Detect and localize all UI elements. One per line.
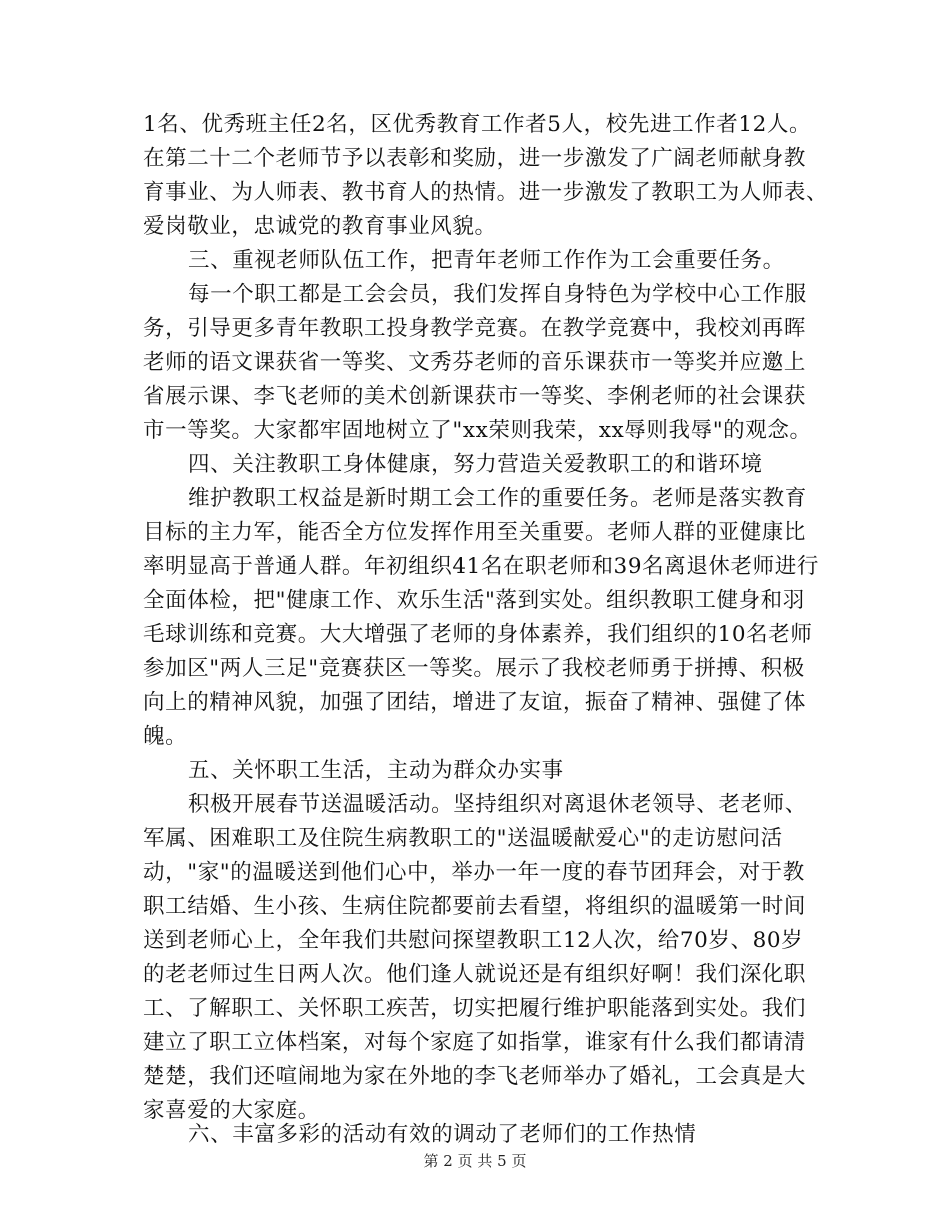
paragraph-first-line: 维护教职工权益是新时期工会工作的重要任务。老师是落实教育 [188, 486, 807, 511]
body-text-line: 务，引导更多青年教职工投身教学竞赛。在教学竞赛中，我校刘再晖 [143, 316, 807, 341]
section-heading: 六、丰富多彩的活动有效的调动了老师们的工作热情 [188, 1122, 697, 1147]
body-text-line: 动，"家"的温暖送到他们心中，举办一年一度的春节团拜会，对于教 [143, 860, 805, 885]
section-heading: 四、关注教职工身体健康，努力营造关爱教职工的和谐环境 [188, 452, 763, 477]
body-text-line: 在第二十二个老师节予以表彰和奖励，进一步激发了广阔老师献身教 [143, 146, 807, 171]
body-text-line: 目标的主力军，能否全方位发挥作用至关重要。老师人群的亚健康比 [143, 520, 807, 545]
body-text-line: 军属、困难职工及住院生病教职工的"送温暖献爱心"的走访慰问活 [143, 826, 783, 851]
body-text-line: 参加区"两人三足"竞赛获区一等奖。展示了我校老师勇于拼搏、积极 [143, 656, 805, 681]
body-text-line: 向上的精神风貌，加强了团结，增进了友谊，振奋了精神、强健了体 [143, 690, 807, 715]
body-text-line: 1名、优秀班主任2名，区优秀教育工作者5人，校先进工作者12人。 [143, 112, 812, 137]
body-text-line: 建立了职工立体档案，对每个家庭了如指掌，谁家有什么我们都请清 [143, 1030, 807, 1055]
body-text-line: 送到老师心上，全年我们共慰问探望教职工12人次，给70岁、80岁 [143, 928, 804, 953]
body-text-line: 省展示课、李飞老师的美术创新课获市一等奖、李俐老师的社会课获 [143, 384, 807, 409]
page-number-footer: 第 2 页 共 5 页 [423, 1152, 527, 1170]
section-heading: 五、关怀职工生活，主动为群众办实事 [188, 758, 564, 783]
body-text-line: 魄。 [143, 724, 188, 749]
paragraph-first-line: 积极开展春节送温暖活动。坚持组织对离退休老领导、老老师、 [188, 792, 807, 817]
body-text-line: 全面体检，把"健康工作、欢乐生活"落到实处。组织教职工健身和羽 [143, 588, 805, 613]
body-text-line: 爱岗敬业，忠诚党的教育事业风貌。 [143, 214, 497, 239]
body-text-line: 毛球训练和竞赛。大大增强了老师的身体素养，我们组织的10名老师 [143, 622, 813, 647]
body-text-line: 市一等奖。大家都牢固地树立了"xx荣则我荣，xx辱则我辱"的观念。 [143, 418, 812, 443]
body-text-line: 率明显高于普通人群。年初组织41名在职老师和39名离退休老师进行 [143, 554, 819, 579]
body-text-line: 的老老师过生日两人次。他们逢人就说还是有组织好啊！我们深化职 [143, 962, 807, 987]
body-text-line: 楚楚，我们还喧闹地为家在外地的李飞老师举办了婚礼，工会真是大 [143, 1064, 807, 1089]
body-text-line: 家喜爱的大家庭。 [143, 1098, 320, 1123]
body-text-line: 育事业、为人师表、教书育人的热情。进一步激发了教职工为人师表、 [143, 180, 829, 205]
body-text-line: 老师的语文课获省一等奖、文秀芬老师的音乐课获市一等奖并应邀上 [143, 350, 807, 375]
paragraph-first-line: 每一个职工都是工会会员，我们发挥自身特色为学校中心工作服 [188, 282, 807, 307]
body-text-line: 工、了解职工、关怀职工疾苦，切实把履行维护职能落到实处。我们 [143, 996, 807, 1021]
body-text-line: 职工结婚、生小孩、生病住院都要前去看望，将组织的温暖第一时间 [143, 894, 807, 919]
section-heading: 三、重视老师队伍工作，把青年老师工作作为工会重要任务。 [188, 248, 785, 273]
